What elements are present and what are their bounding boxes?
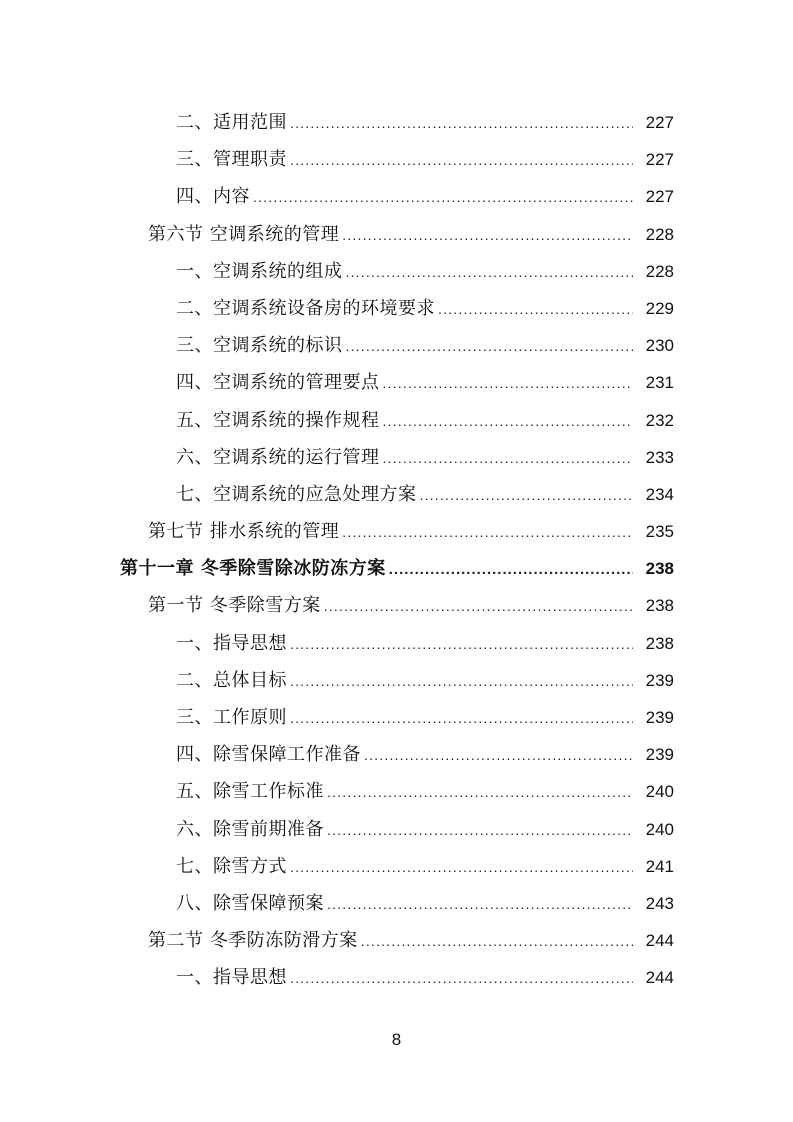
toc-entry-title: 第六节 空调系统的管理	[148, 223, 340, 245]
toc-entry-page: 241	[645, 856, 674, 876]
toc-subsection-entry[interactable]	[0, 885, 793, 922]
toc-dot-leader	[290, 960, 633, 997]
toc-entry-page: 232	[645, 410, 674, 430]
toc-dot-leader	[327, 774, 633, 811]
toc-dot-leader	[420, 477, 634, 514]
toc-section-entry[interactable]	[0, 587, 793, 624]
toc-dot-leader	[290, 105, 633, 142]
toc-entry-title: 三、工作原则	[176, 707, 287, 728]
toc-subsection-entry[interactable]	[0, 290, 793, 327]
page-number: 8	[391, 1030, 402, 1049]
toc-chapter-entry[interactable]	[0, 550, 793, 587]
toc-subsection-entry[interactable]	[0, 848, 793, 885]
toc-dot-leader	[389, 551, 633, 588]
toc-dot-leader	[364, 737, 633, 774]
toc-subsection-entry[interactable]	[0, 327, 793, 364]
toc-entry-title: 四、空调系统的管理要点	[176, 372, 380, 394]
toc-entry-page: 238	[645, 559, 674, 579]
toc-entry-title: 七、除雪方式	[176, 855, 287, 877]
toc-entry-page: 229	[645, 298, 674, 318]
toc-dot-leader	[383, 403, 634, 440]
toc-dot-leader	[342, 514, 633, 551]
toc-section-entry[interactable]	[0, 216, 793, 253]
toc-subsection-entry[interactable]	[0, 476, 793, 513]
toc-entry-title: 五、空调系统的操作规程	[176, 409, 380, 431]
toc-entry-page: 238	[645, 596, 674, 616]
toc-dot-leader	[383, 365, 634, 402]
toc-entry-page: 244	[645, 931, 674, 951]
toc-dot-leader	[324, 588, 633, 625]
toc-dot-leader	[438, 291, 633, 328]
toc-dot-leader	[346, 328, 634, 365]
toc-dot-leader	[290, 663, 633, 700]
toc-subsection-entry[interactable]	[0, 104, 793, 141]
toc-subsection-entry[interactable]	[0, 811, 793, 848]
toc-entry-page: 228	[645, 224, 674, 244]
toc-entry-title: 三、管理职责	[176, 149, 287, 171]
toc-dot-leader	[290, 700, 633, 737]
toc-entry-page: 239	[645, 745, 674, 765]
toc-entry-page: 227	[645, 113, 674, 132]
toc-dot-leader	[327, 886, 633, 923]
toc-dot-leader	[327, 812, 633, 849]
toc-entry-title: 六、空调系统的运行管理	[176, 446, 380, 468]
toc-entry-title: 六、除雪前期准备	[176, 818, 324, 840]
toc-entry-page: 233	[645, 447, 674, 467]
toc-subsection-entry[interactable]	[0, 439, 793, 476]
toc-entry-title: 四、内容	[176, 186, 250, 208]
toc-entry-title: 三、空调系统的标识	[176, 335, 343, 357]
toc-entry-page: 239	[645, 670, 674, 690]
toc-entry-page: 231	[645, 373, 674, 393]
toc-dot-leader	[342, 217, 633, 254]
toc-entry-page: 230	[645, 336, 674, 356]
toc-entry-title: 四、除雪保障工作准备	[176, 744, 361, 766]
toc-entry-title: 八、除雪保障预案	[176, 892, 324, 914]
toc-entry-page: 227	[645, 150, 674, 170]
toc-dot-leader	[290, 849, 633, 886]
toc-subsection-entry[interactable]	[0, 736, 793, 773]
toc-entry-page: 228	[645, 261, 674, 281]
toc-entry-title: 第七节 排水系统的管理	[148, 521, 340, 543]
toc-dot-leader	[383, 440, 634, 477]
toc-subsection-entry[interactable]	[0, 773, 793, 810]
toc-subsection-entry[interactable]	[0, 699, 793, 736]
toc-section-entry[interactable]	[0, 513, 793, 550]
toc-entry-page: 240	[645, 819, 674, 839]
toc-entry-page: 227	[645, 187, 674, 207]
toc-entry-title: 二、适用范围	[176, 112, 287, 133]
toc-entry-title: 五、除雪工作标准	[176, 781, 324, 803]
toc-entry-page: 243	[645, 893, 674, 913]
toc-dot-leader	[346, 254, 634, 291]
toc-entry-page: 235	[645, 522, 674, 542]
toc-entry-title: 第一节 冬季除雪方案	[148, 595, 321, 617]
toc-subsection-entry[interactable]	[0, 402, 793, 439]
toc-entry-title: 二、总体目标	[176, 669, 287, 691]
toc-dot-leader	[290, 626, 633, 663]
toc-entry-title: 一、指导思想	[176, 967, 287, 989]
toc-entry-page: 234	[645, 484, 674, 504]
toc-entry-page: 239	[645, 708, 674, 727]
toc-dot-leader	[290, 142, 633, 179]
toc-entry-title: 一、指导思想	[176, 632, 287, 654]
toc-entry-title: 七、空调系统的应急处理方案	[176, 483, 417, 505]
toc-subsection-entry[interactable]	[0, 141, 793, 178]
toc-entry-page: 244	[645, 968, 674, 988]
toc-entry-title: 一、空调系统的组成	[176, 260, 343, 282]
toc-section-entry[interactable]	[0, 922, 793, 959]
toc-subsection-entry[interactable]	[0, 253, 793, 290]
toc-entry-title: 第二节 冬季防冻防滑方案	[148, 930, 358, 952]
toc-subsection-entry[interactable]	[0, 178, 793, 215]
toc-subsection-entry[interactable]	[0, 959, 793, 996]
toc-entry-page: 238	[645, 633, 674, 653]
table-of-contents	[0, 104, 793, 997]
toc-dot-leader	[253, 179, 633, 216]
toc-subsection-entry[interactable]	[0, 364, 793, 401]
toc-entry-title: 第十一章 冬季除雪除冰防冻方案	[120, 558, 386, 580]
toc-entry-page: 240	[645, 782, 674, 802]
toc-subsection-entry[interactable]	[0, 662, 793, 699]
toc-subsection-entry[interactable]	[0, 625, 793, 662]
toc-entry-title: 二、空调系统设备房的环境要求	[176, 297, 435, 319]
toc-dot-leader	[361, 923, 633, 960]
